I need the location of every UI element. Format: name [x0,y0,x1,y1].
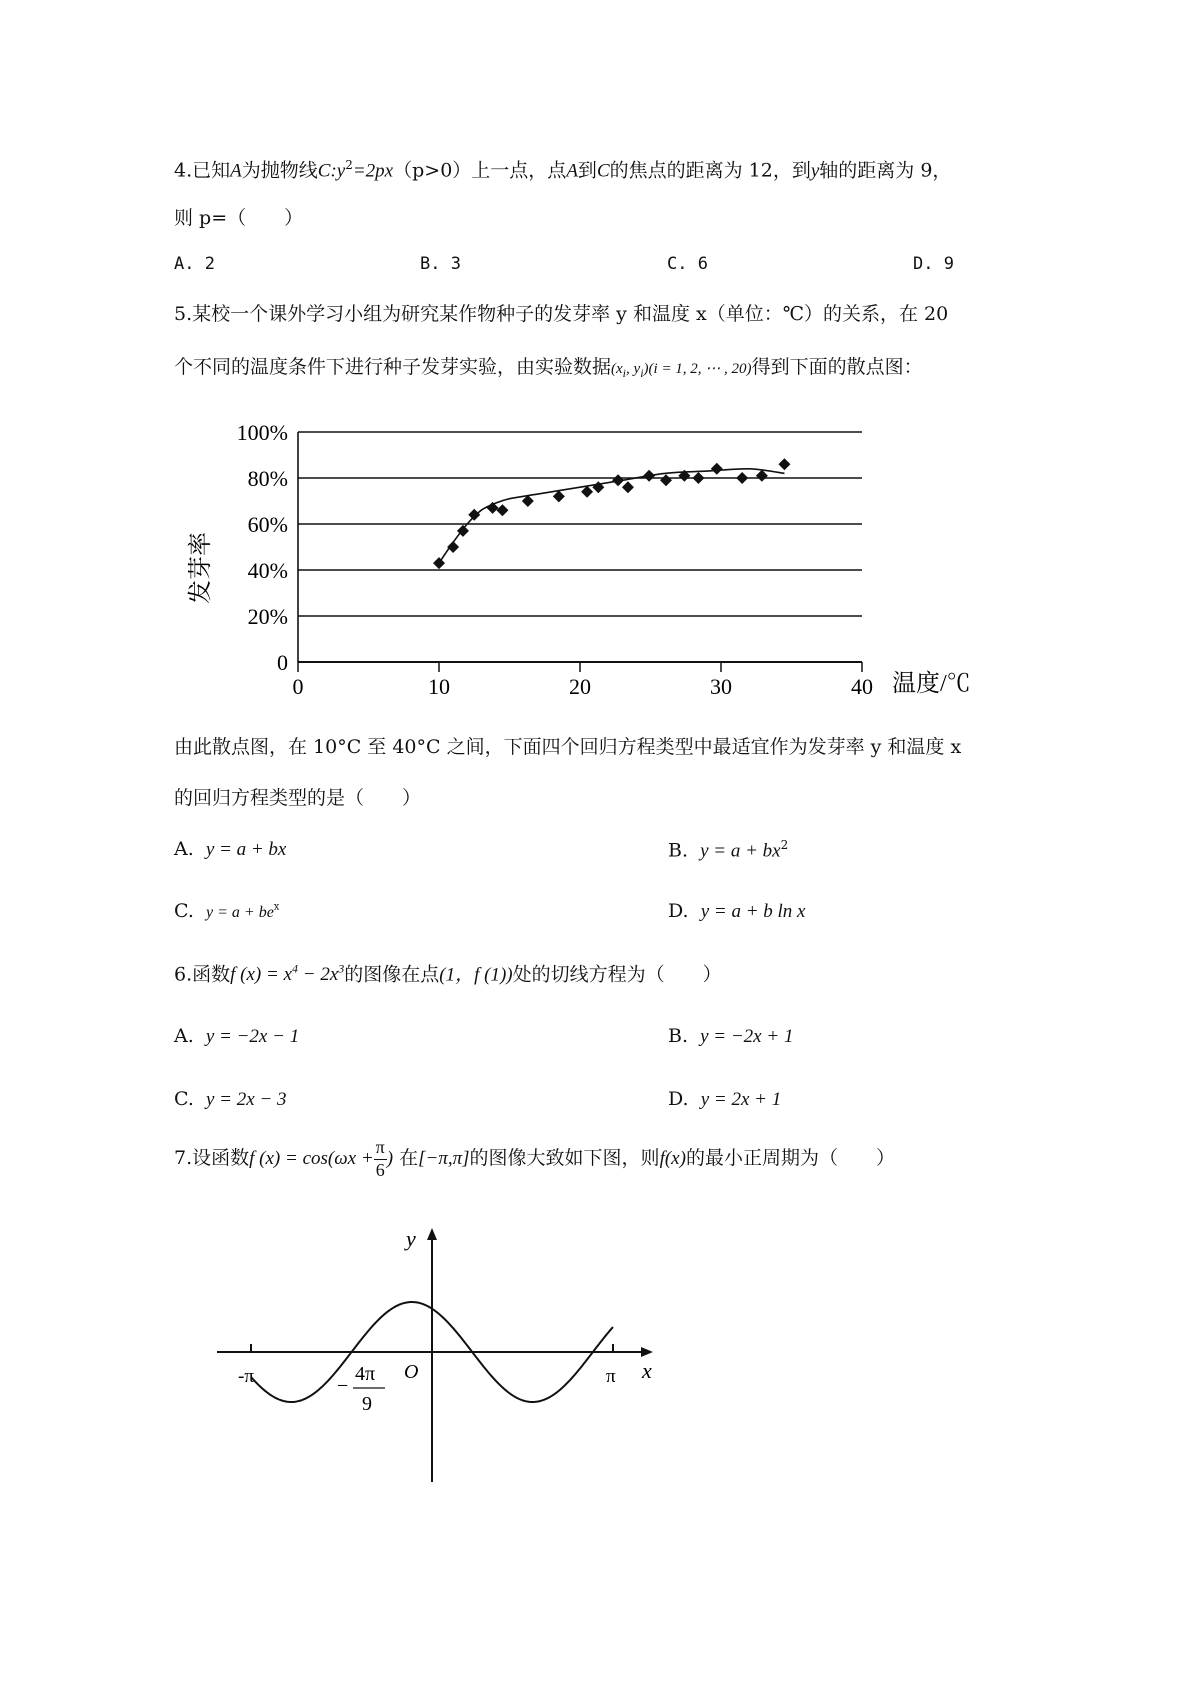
y-axis-letter: y [406,1226,416,1251]
pi-over-6-fraction: $\frac{\pi}{6}$ [375,1137,385,1180]
data-point [447,541,459,553]
data-point [778,458,790,470]
q4-option-d[interactable]: D. 9 [913,254,954,274]
q7-stem: 7.设函数f (x) = cos(ωx + $\frac{\pi}{6}$ ) 在[−π,π]的图像大致如下图，则f(x)的最小正周期为（ ） [174,1137,895,1180]
q5-option-b[interactable]: B. $y = a + bx^2$ [668,838,789,862]
x-tick-labels [293,674,874,699]
q4-option-b[interactable]: B. 3 [420,254,461,274]
data-point [487,502,499,514]
q5-stem-line4: 的回归方程类型的是（ ） [174,787,422,809]
data-point [496,504,508,516]
pi-label: π [606,1366,616,1387]
data-point [711,463,723,475]
q6-option-c[interactable]: C. y = 2x − 3 [174,1088,287,1110]
data-point [756,470,768,482]
neg-pi-label: -π [238,1366,254,1387]
q6-option-b[interactable]: B. y = −2x + 1 [668,1025,794,1047]
data-point [612,474,624,486]
x-axis-arrow-icon [641,1347,653,1357]
zero-sign: − [337,1375,349,1397]
q6-option-a[interactable]: A. y = −2x − 1 [174,1025,300,1047]
y-tick-label: 20% [247,604,288,629]
y-axis-label: 发芽率 [188,532,214,604]
x-axis-letter: x [642,1358,652,1383]
origin-label: O [404,1361,419,1383]
data-point [622,481,634,493]
zero-denominator: 9 [362,1393,372,1415]
q5-stem-line3: 由此散点图，在 10°C 至 40°C 之间，下面四个回归方程类型中最适宜作为发芽率 y 和温度 x [174,736,962,758]
q5-option-d[interactable]: D. y = a + b ln x [668,900,806,922]
data-point [692,472,704,484]
y-axis-arrow-icon [427,1228,437,1240]
q5-option-c[interactable]: C. $y = a + be^x$ [174,900,280,922]
scatter-plot [160,410,1000,730]
q5-stem-line2: 个不同的温度条件下进行种子发芽实验，由实验数据($x_i$, $y_i)(i = 1$, 2, ⋯ , 20)得到下面的散点图： [174,356,923,380]
q4-option-c[interactable]: C. 6 [667,254,708,274]
q5-option-a[interactable]: A. y = a + bx [174,838,287,860]
data-point [643,470,655,482]
data-point [660,474,672,486]
chart-gridlines [298,432,862,672]
zero-numerator: 4π [355,1363,376,1385]
x-tick-label: 0 [292,674,304,699]
x-tick-label: 30 [710,674,732,699]
scatter-points [433,458,790,569]
y-tick-labels [237,420,288,675]
x-tick-label: 40 [851,674,873,699]
y-tick-label: 40% [247,558,288,583]
x-tick-label: 20 [569,674,591,699]
q6-stem: 6.函数f $(x) = x^4 - 2x^3$的图像在点(1，f (1))处的切线方程为（ ） [174,962,722,986]
data-point [433,557,445,569]
data-point [581,486,593,498]
y-tick-label: 0 [277,650,288,675]
y-tick-label: 60% [247,512,288,537]
q5-stem-line1: 5.某校一个课外学习小组为研究某作物种子的发芽率 y 和温度 x（单位：℃）的关系，在 20 [174,303,949,325]
q4-stem-line1: 4.已知A为抛物线$C:y^2=2px(p>0)$上一点，点A到C的焦点的距离为 12，到y轴的距离为 9， [174,158,952,182]
data-point [553,490,565,502]
y-tick-label: 80% [247,466,288,491]
x-tick-label: 10 [428,674,450,699]
q4-option-a[interactable]: A. 2 [174,254,215,274]
q6-option-d[interactable]: D. y = 2x + 1 [668,1088,782,1110]
data-point [468,509,480,521]
data-point [736,472,748,484]
cosine-graph [205,1220,685,1490]
fit-curve [439,469,784,563]
y-tick-label: 100% [236,420,288,445]
x-axis-label: 温度/℃ [892,671,971,697]
q4-stem-line2: 则 p=（ ） [174,207,304,229]
